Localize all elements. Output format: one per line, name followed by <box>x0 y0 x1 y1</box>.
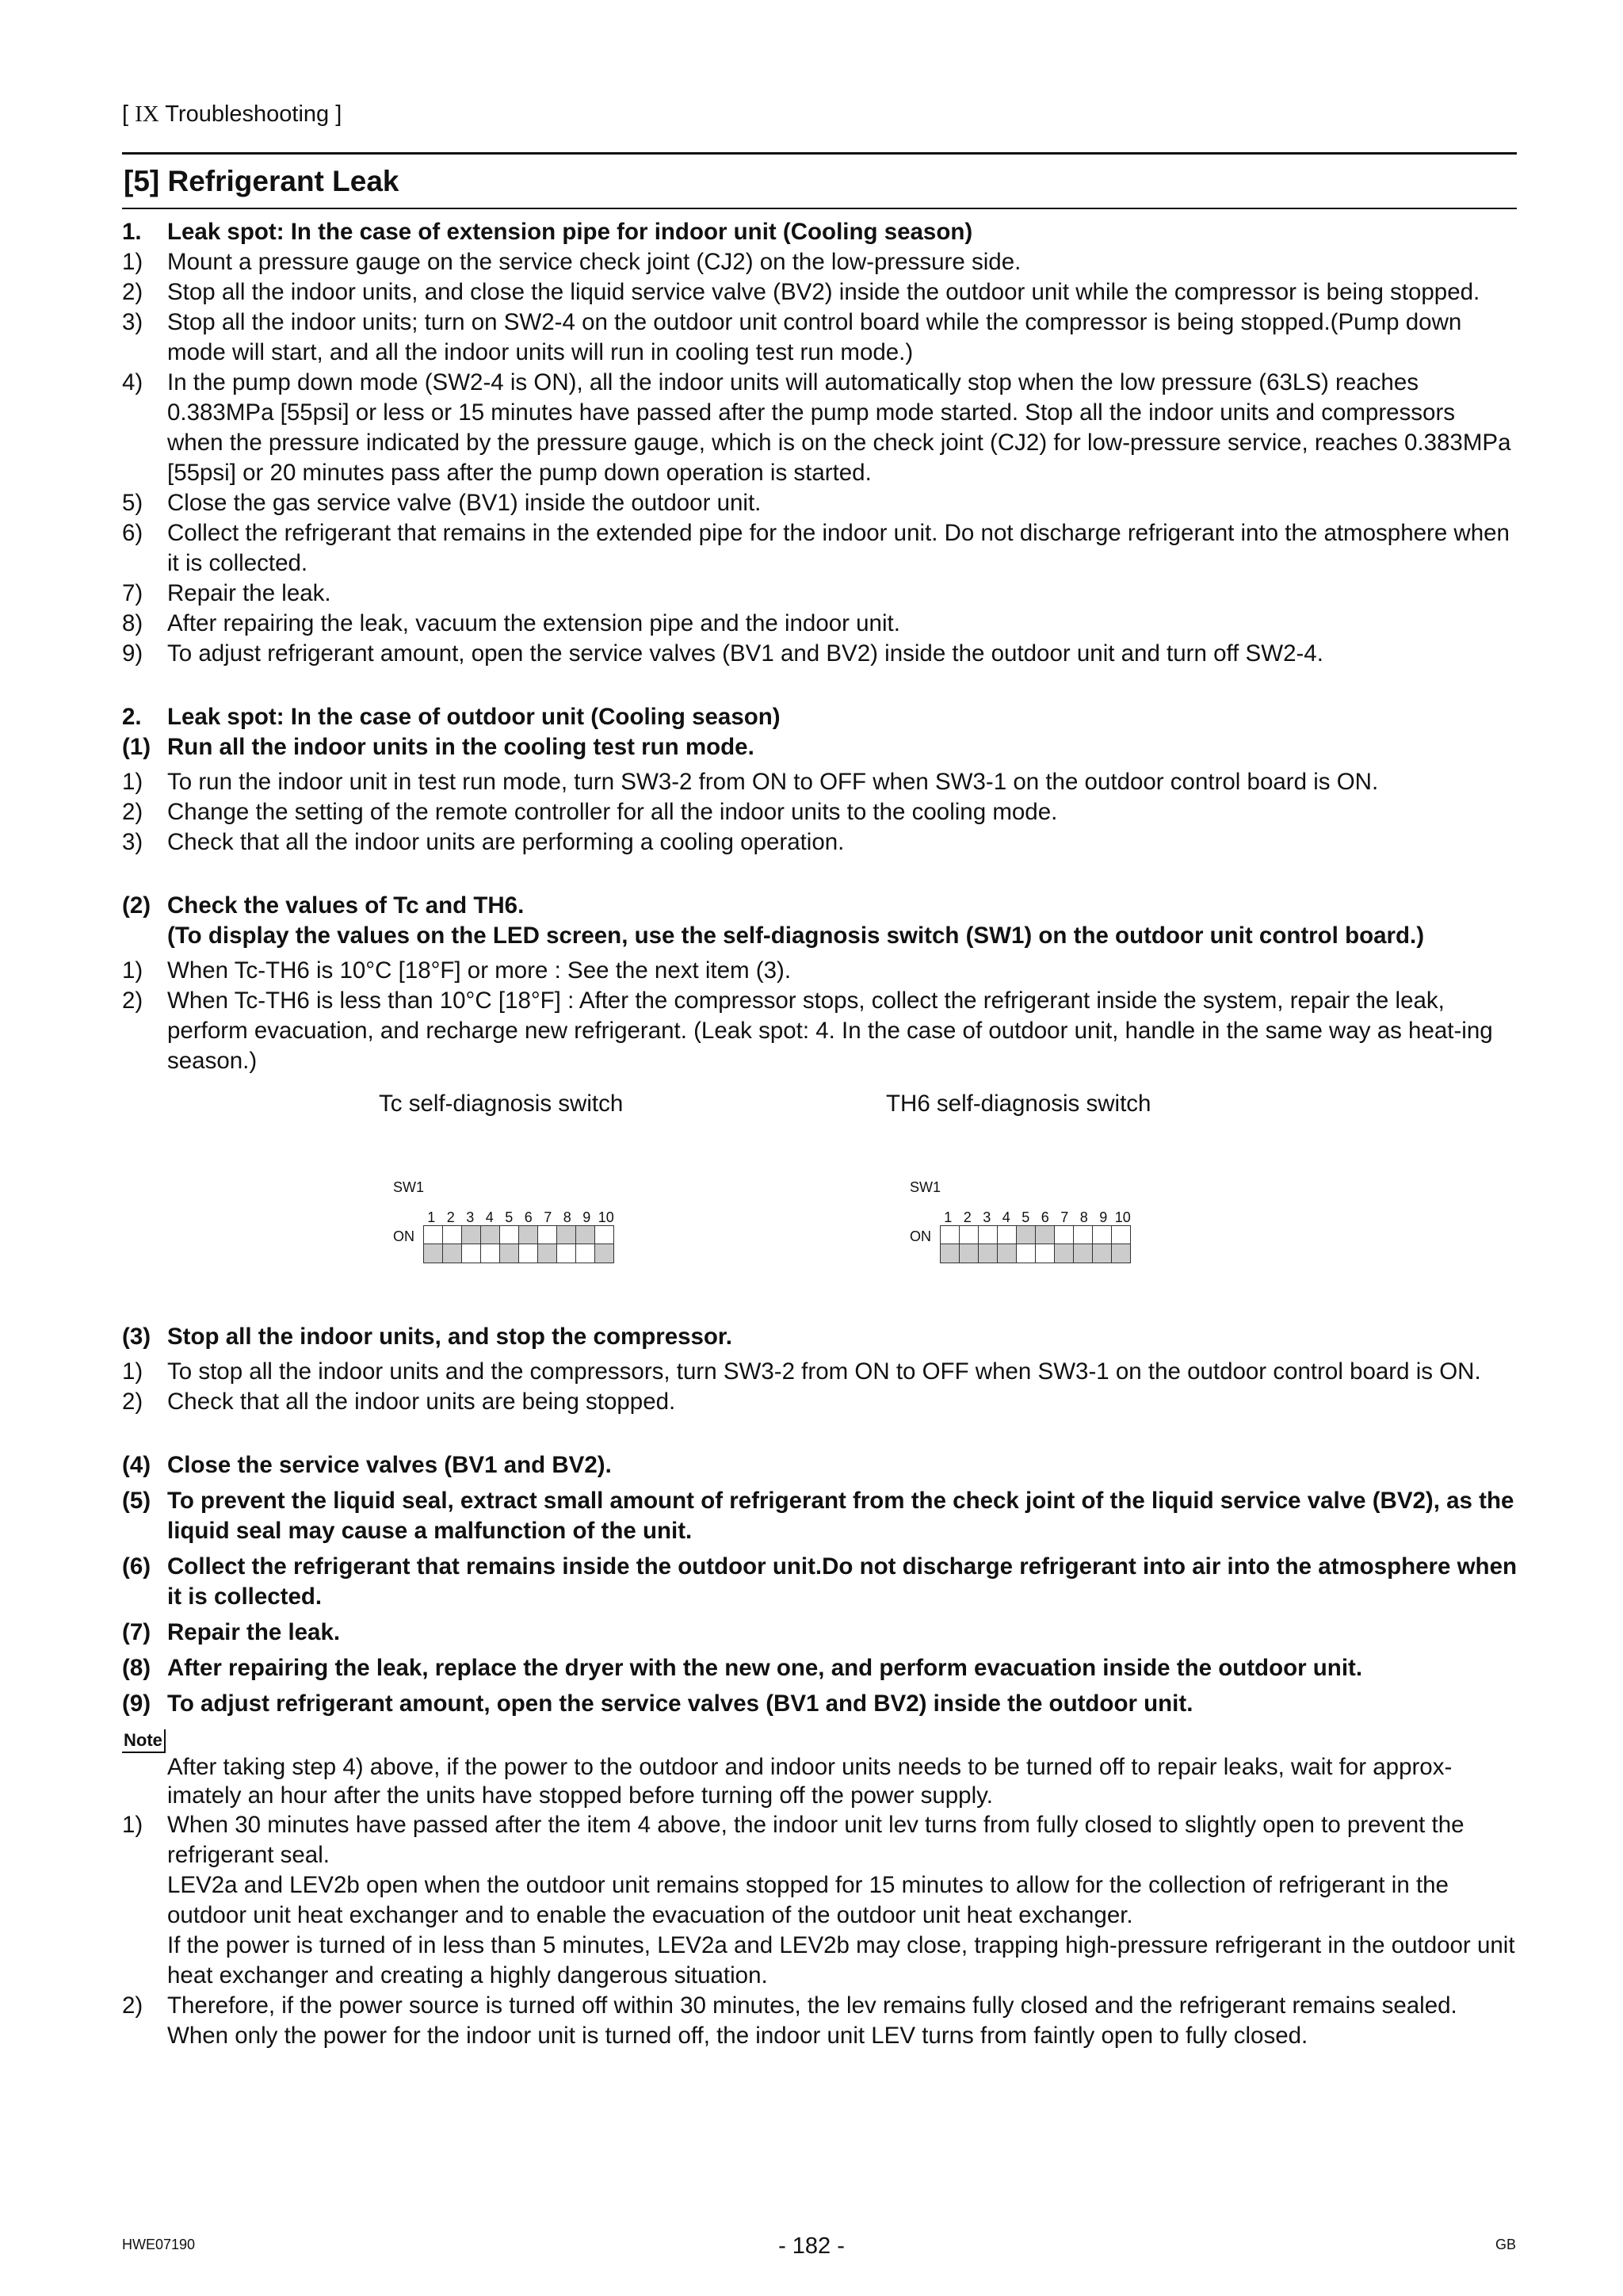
step-text: After repairing the leak, replace the dryer with the new one, and perform evacuation inside the outdoor unit. <box>167 1655 1363 1681</box>
step-number: 2) <box>122 279 143 305</box>
switch-lever <box>1055 1226 1074 1263</box>
switch-lever <box>960 1226 979 1263</box>
note-item <box>122 1810 1517 1870</box>
switch-position-number: 9 <box>582 1209 591 1225</box>
sub1-num: (1) <box>122 734 151 760</box>
note-item-text: When 30 minutes have passed after the item 4 above, the indoor unit lev turns from fully closed to slightly open to prevent the refrigerant seal. <box>167 1812 1465 1868</box>
step-number: 1) <box>122 957 143 984</box>
switch-name: SW1 <box>910 1179 941 1195</box>
part1-step <box>122 518 1517 579</box>
step-text: Close the gas service valve (BV1) inside the outdoor unit. <box>167 490 762 516</box>
step-number: 3) <box>122 829 143 855</box>
step-number: 1) <box>122 1358 143 1385</box>
note-intro-text: After taking step 4) above, if the power to the outdoor and indoor units needs to be turned off to repair leaks, wait for approx-imately an hour after the units have stopped before turning off the power supply. <box>167 1754 1453 1809</box>
step-number: (8) <box>122 1655 151 1681</box>
step-number: (5) <box>122 1488 151 1514</box>
note-item-text: Therefore, if the power source is turned off within 30 minutes, the lev remains fully closed and the refrigerant remains sealed. When only the power for the indoor unit is turned off, the indoor unit LEV turns from faintly open to fully closed. <box>167 1992 1457 2049</box>
sub2-step <box>122 956 1517 986</box>
note-item <box>122 1931 1517 1991</box>
sub2-num: (2) <box>122 892 151 919</box>
switch-position-number: 1 <box>944 1209 953 1225</box>
tc-dip-switch <box>393 1179 631 1298</box>
note-items <box>122 1810 1517 2051</box>
step-text: Collect the refrigerant that remains in the extended pipe for the indoor unit. Do not discharge refrigerant into the atmosphere when it is collected. <box>167 520 1510 576</box>
step-number: 6) <box>122 520 143 546</box>
part1-num: 1. <box>122 219 142 245</box>
step-number: (6) <box>122 1553 151 1580</box>
switch-lever <box>1074 1226 1093 1263</box>
sub2-title2: (To display the values on the LED screen, use the self-diagnosis switch (SW1) on the outdoor unit control board.) <box>167 923 1425 949</box>
part1-title: Leak spot: In the case of extension pipe for indoor unit (Cooling season) <box>167 219 973 245</box>
part2-num: 2. <box>122 704 142 730</box>
step-text: When Tc-TH6 is less than 10°C [18°F] : After the compressor stops, collect the refrigerant inside the system, repair the leak, perform evacuation, and recharge new refrigerant. (Leak spot: 4. In the case of outdoor unit, handle in the same way as heat-ing season.) <box>167 988 1493 1074</box>
step-number: (4) <box>122 1452 151 1478</box>
note-item-number <box>122 1931 167 1991</box>
bold-item-step <box>122 1552 1517 1612</box>
step-number: 7) <box>122 580 143 606</box>
switch-position-number: 2 <box>963 1209 972 1225</box>
switch-position-numbers <box>938 1209 1132 1226</box>
chapter-header: [ IX Troubleshooting ] <box>122 101 342 127</box>
doc-code: HWE07190 <box>122 2237 196 2252</box>
note-item-number: 1) <box>122 1812 143 1838</box>
step-text: To run the indoor unit in test run mode, turn SW3-2 from ON to OFF when SW3-1 on the outdoor control board is ON. <box>167 769 1379 795</box>
part1-heading <box>122 217 1517 247</box>
note-item-number: 2) <box>122 1992 143 2019</box>
switch-position-number: 3 <box>466 1209 475 1225</box>
note-item <box>122 1991 1517 2051</box>
th6-dip-switch <box>910 1179 1148 1298</box>
switch-lever <box>1017 1226 1036 1263</box>
part1-step <box>122 609 1517 639</box>
step-text: Change the setting of the remote controller for all the indoor units to the cooling mode. <box>167 799 1058 825</box>
sub3-heading <box>122 1322 1517 1352</box>
bold-item-step <box>122 1689 1517 1719</box>
note-label: Note <box>122 1729 166 1753</box>
language-code: GB <box>1495 2237 1516 2252</box>
sub1-steps <box>122 767 1517 858</box>
switch-cells <box>423 1225 614 1263</box>
note <box>122 1725 1517 2051</box>
switch-lever <box>462 1226 481 1263</box>
part1-step <box>122 308 1517 368</box>
step-text: Mount a pressure gauge on the service check joint (CJ2) on the low-pressure side. <box>167 249 1022 275</box>
switch-lever <box>998 1226 1017 1263</box>
step-number: 1) <box>122 769 143 795</box>
part1-step <box>122 277 1517 308</box>
switch-position-number: 8 <box>1079 1209 1088 1225</box>
step-number: 4) <box>122 369 143 395</box>
switch-position-numbers <box>422 1209 616 1226</box>
part1-steps <box>122 247 1517 669</box>
switch-name: SW1 <box>393 1179 425 1195</box>
step-number: 1) <box>122 249 143 275</box>
note-item-text: If the power is turned of in less than 5 minutes, LEV2a and LEV2b may close, trapping high-pressure refrigerant in the outdoor unit heat exchanger and creating a highly dangerous situation. <box>167 1932 1515 1988</box>
switch-lever <box>979 1226 998 1263</box>
switch-lever <box>519 1226 538 1263</box>
sub3-title: Stop all the indoor units, and stop the compressor. <box>167 1324 732 1350</box>
note-item-text: LEV2a and LEV2b open when the outdoor unit remains stopped for 15 minutes to allow for the collection of refrigerant in the outdoor unit heat exchanger and to enable the evacuation of the outdoor unit heat exchanger. <box>167 1872 1449 1928</box>
switch-position-number: 5 <box>505 1209 514 1225</box>
switch-position-number: 4 <box>485 1209 494 1225</box>
note-intro <box>122 1753 1517 1810</box>
part1-step <box>122 579 1517 609</box>
switch-diagrams <box>122 1179 1517 1322</box>
step-text: Check that all the indoor units are being stopped. <box>167 1389 676 1415</box>
sub1-step <box>122 797 1517 827</box>
header-rule <box>122 152 1517 155</box>
switch-position-number: 2 <box>446 1209 455 1225</box>
step-text: Repair the leak. <box>167 580 331 606</box>
sub2-title: Check the values of Tc and TH6. <box>167 892 525 919</box>
bold-item-step <box>122 1653 1517 1683</box>
sub1-heading <box>122 732 1517 762</box>
sub1-title: Run all the indoor units in the cooling test run mode. <box>167 734 754 760</box>
switch-lever <box>1036 1226 1055 1263</box>
chapter-roman: IX <box>135 101 159 127</box>
switch-position-number: 4 <box>1002 1209 1010 1225</box>
sub2-steps <box>122 956 1517 1076</box>
step-number: (9) <box>122 1690 151 1717</box>
bold-item-step <box>122 1618 1517 1648</box>
section-title: [5] Refrigerant Leak <box>124 165 399 197</box>
step-text: Check that all the indoor units are performing a cooling operation. <box>167 829 845 855</box>
switch-cells <box>940 1225 1131 1263</box>
step-number: 2) <box>122 1389 143 1415</box>
switch-position-number: 1 <box>427 1209 436 1225</box>
step-text: After repairing the leak, vacuum the extension pipe and the indoor unit. <box>167 610 900 636</box>
content <box>122 217 1517 2051</box>
chapter-title: Troubleshooting <box>165 101 330 127</box>
note-item <box>122 1870 1517 1931</box>
switch-lever <box>1112 1226 1130 1263</box>
step-text: Close the service valves (BV1 and BV2). <box>167 1452 612 1478</box>
switch-lever <box>538 1226 557 1263</box>
switch-position-number: 7 <box>544 1209 552 1225</box>
part1-step <box>122 639 1517 669</box>
switch-lever <box>424 1226 443 1263</box>
sub1-step <box>122 767 1517 797</box>
part2-heading <box>122 702 1517 732</box>
tc-switch-label: Tc self-diagnosis switch <box>379 1091 624 1117</box>
step-text: To adjust refrigerant amount, open the service valves (BV1 and BV2) inside the outdoor unit and turn off SW2-4. <box>167 640 1323 667</box>
switch-position-number: 3 <box>983 1209 991 1225</box>
step-text: Stop all the indoor units, and close the liquid service valve (BV2) inside the outdoor unit while the compressor is being stopped. <box>167 279 1480 305</box>
sub3-step <box>122 1387 1517 1417</box>
step-text: When Tc-TH6 is 10°C [18°F] or more : See the next item (3). <box>167 957 792 984</box>
switch-lever <box>941 1226 960 1263</box>
step-text: To prevent the liquid seal, extract small amount of refrigerant from the check joint of the liquid service valve (BV2), as the liquid seal may cause a malfunction of the unit. <box>167 1488 1514 1544</box>
step-number: 2) <box>122 799 143 825</box>
switch-lever <box>557 1226 576 1263</box>
switch-lever <box>500 1226 519 1263</box>
switch-position-number: 9 <box>1099 1209 1108 1225</box>
sub2-step <box>122 986 1517 1076</box>
step-text: Repair the leak. <box>167 1619 341 1645</box>
part1-step <box>122 247 1517 277</box>
step-number: 5) <box>122 490 143 516</box>
page-number: - 182 - <box>778 2233 845 2259</box>
switch-position-number: 6 <box>1041 1209 1049 1225</box>
bold-item-step <box>122 1450 1517 1480</box>
switch-position-number: 10 <box>598 1209 614 1225</box>
section-rule <box>122 208 1517 209</box>
sub1-step <box>122 827 1517 858</box>
switch-on-label: ON <box>910 1228 931 1244</box>
sub3-step <box>122 1357 1517 1387</box>
step-text: Stop all the indoor units; turn on SW2-4 on the outdoor unit control board while the compressor is being stopped.(Pump down mode will start, and all the indoor units will run in cooling test run mode.) <box>167 309 1462 365</box>
th6-switch-label: TH6 self-diagnosis switch <box>886 1091 1151 1117</box>
part1-step <box>122 488 1517 518</box>
switch-position-number: 6 <box>524 1209 533 1225</box>
part2-title: Leak spot: In the case of outdoor unit (Cooling season) <box>167 704 781 730</box>
switch-labels <box>122 1076 1517 1179</box>
bold-item-step <box>122 1486 1517 1546</box>
switch-lever <box>1093 1226 1112 1263</box>
step-text: In the pump down mode (SW2-4 is ON), all the indoor units will automatically stop when the low pressure (63LS) reaches 0.383MPa [55psi] or less or 15 minutes have passed after the pump mode started. Stop all the indoor units and compressors when the pressure indicated by the pressure gauge, which is on the check joint (CJ2) for low-pressure service, reaches 0.383MPa [55psi] or 20 minutes pass after the pump down operation is started. <box>167 369 1511 486</box>
switch-position-number: 8 <box>563 1209 571 1225</box>
step-number: 3) <box>122 309 143 335</box>
step-text: To stop all the indoor units and the compressors, turn SW3-2 from ON to OFF when SW3-1 on the outdoor control board is ON. <box>167 1358 1481 1385</box>
switch-lever <box>576 1226 595 1263</box>
switch-position-number: 5 <box>1022 1209 1030 1225</box>
step-text: To adjust refrigerant amount, open the service valves (BV1 and BV2) inside the outdoor unit. <box>167 1690 1193 1717</box>
switch-on-label: ON <box>393 1228 414 1244</box>
step-number: 2) <box>122 988 143 1014</box>
switch-position-number: 7 <box>1060 1209 1069 1225</box>
step-number: 9) <box>122 640 143 667</box>
switch-position-number: 10 <box>1114 1209 1131 1225</box>
note-item-number <box>122 1870 167 1931</box>
step-number: (7) <box>122 1619 151 1645</box>
switch-lever <box>595 1226 613 1263</box>
step-text: Collect the refrigerant that remains inside the outdoor unit.Do not discharge refrigerant into air into the atmosphere when it is collected. <box>167 1553 1518 1610</box>
switch-lever <box>481 1226 500 1263</box>
sub2-heading-2 <box>122 921 1517 951</box>
part1-step <box>122 368 1517 488</box>
switch-lever <box>443 1226 462 1263</box>
sub2-heading <box>122 891 1517 921</box>
sub3-num: (3) <box>122 1324 151 1350</box>
step-number: 8) <box>122 610 143 636</box>
sub3-steps <box>122 1357 1517 1417</box>
bold-items <box>122 1450 1517 1719</box>
